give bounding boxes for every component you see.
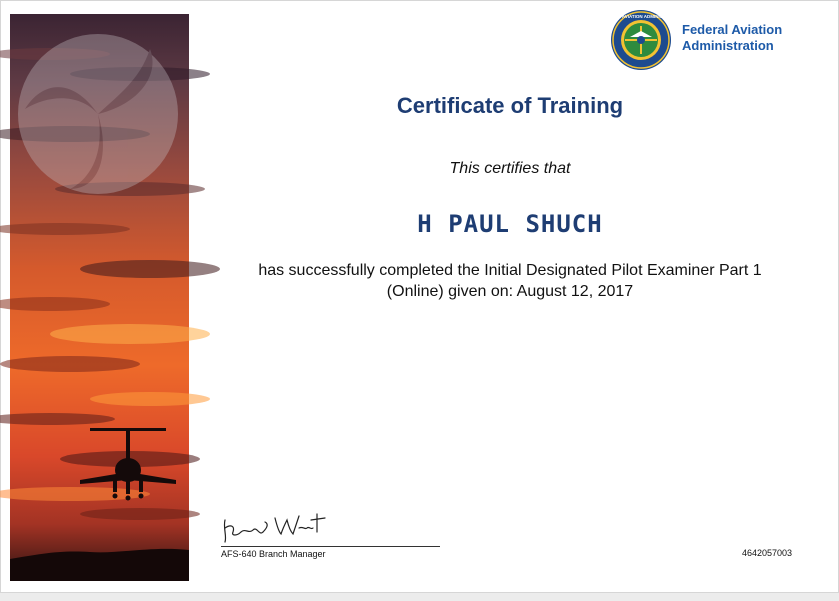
completion-line-2: (Online) given on: August 12, 2017 [386,283,634,300]
recipient-name: H PAUL SHUCH [417,210,603,238]
sunset-airplane-banner [10,14,189,581]
faa-seal-icon [599,9,683,71]
signer-title: AFS-640 Branch Manager [221,549,326,559]
agency-name [682,22,832,54]
svg-text:FEDERAL AVIATION ADMINISTRATIO: FEDERAL AVIATION ADMINISTRATION [599,14,683,19]
agency-name-line2: Administration [682,38,774,53]
agency-name-line1: Federal Aviation [682,22,783,37]
page-bottom-bar [0,593,839,601]
dot-emblem-icon [18,34,178,194]
completion-line-1: has successfully completed the Initial Designated Pilot Examiner Part 1 [258,262,762,279]
completion-statement [190,260,830,302]
certifies-text: This certifies that [449,160,571,177]
certificate-title: Certificate of Training [396,93,624,118]
signature-line [221,546,440,547]
signature-image [221,506,331,548]
certificate-id: 4642057003 [742,548,793,558]
